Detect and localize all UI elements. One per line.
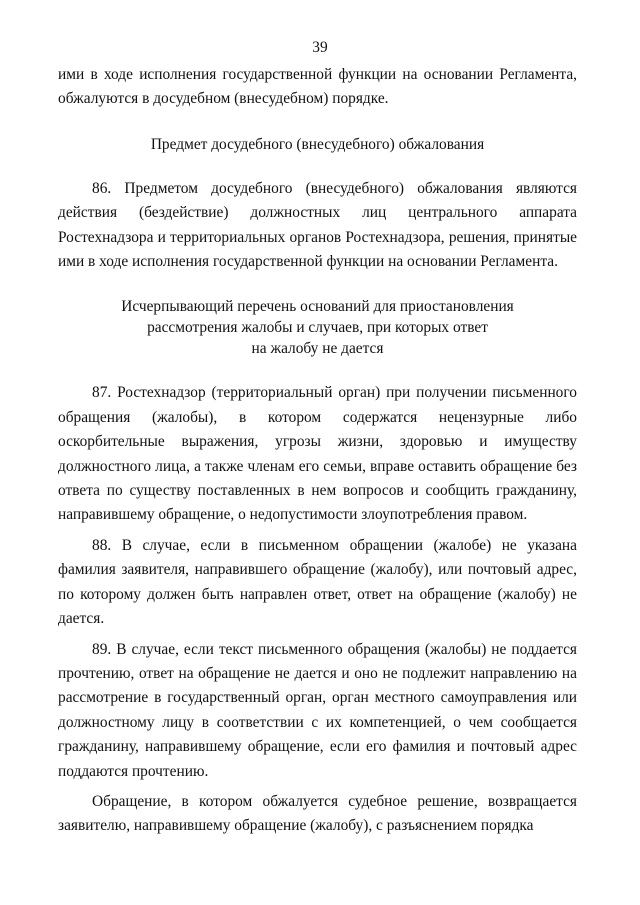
heading-line-2: рассмотрения жалобы и случаев, при которых ответ [147, 319, 488, 337]
paragraph-88: 88. В случае, если в письменном обращении (жалобе) не указана фамилия заявителя, направившего обращение (жалобу), или почтовый адрес, по которому должен быть направлен ответ, ответ на обращение (жалобу) не дается. [58, 536, 577, 628]
document-body [58, 63, 577, 839]
section-heading-grounds [58, 296, 577, 359]
section-heading-subject: Предмет досудебного (внесудебного) обжалования [150, 135, 485, 153]
paragraph-89: 89. В случае, если текст письменного обращения (жалобы) не поддается прочтению, ответ на обращение не дается и оно не подлежит направлению на рассмотрение в государственный орган, орган местного самоуправления или должностному лицу в соответствии с их компетенцией, о чем сообщается гражданину, направившему обращение, если его фамилия и почтовый адрес поддаются прочтению. [58, 640, 577, 780]
page-number: 39 [312, 39, 328, 56]
paragraph-court-decision: Обращение, в котором обжалуется судебное решение, возвращается заявителю, направившему обращение (жалобу), с разъяснением порядка [58, 792, 577, 835]
paragraph-87: 87. Ростехнадзор (территориальный орган) при получении письменного обращения (жалобы), в котором содержатся нецензурные либо оскорбительные выражения, угрозы жизни, здоровью и имуществу должностного лица, а также членам его семьи, вправе оставить обращение без ответа по существу поставленных в нем вопросов и сообщить гражданину, направившему обращение, о недопустимости злоупотребления правом. [58, 384, 577, 524]
heading-line-1: Исчерпывающий перечень оснований для приостановления [121, 298, 514, 316]
paragraph-86: 86. Предметом досудебного (внесудебного) обжалования являются действия (бездействие) должностных лиц центрального аппарата Ростехнадзора и территориальных органов Ростехнадзора, решения, принятые ими в ходе исполнения государственной функции на основании Регламента. [58, 179, 577, 271]
intro-paragraph: ими в ходе исполнения государственной функции на основании Регламента, обжалуются в досудебном (внесудебном) порядке. [58, 66, 577, 108]
heading-line-3: на жалобу не дается [251, 340, 384, 358]
